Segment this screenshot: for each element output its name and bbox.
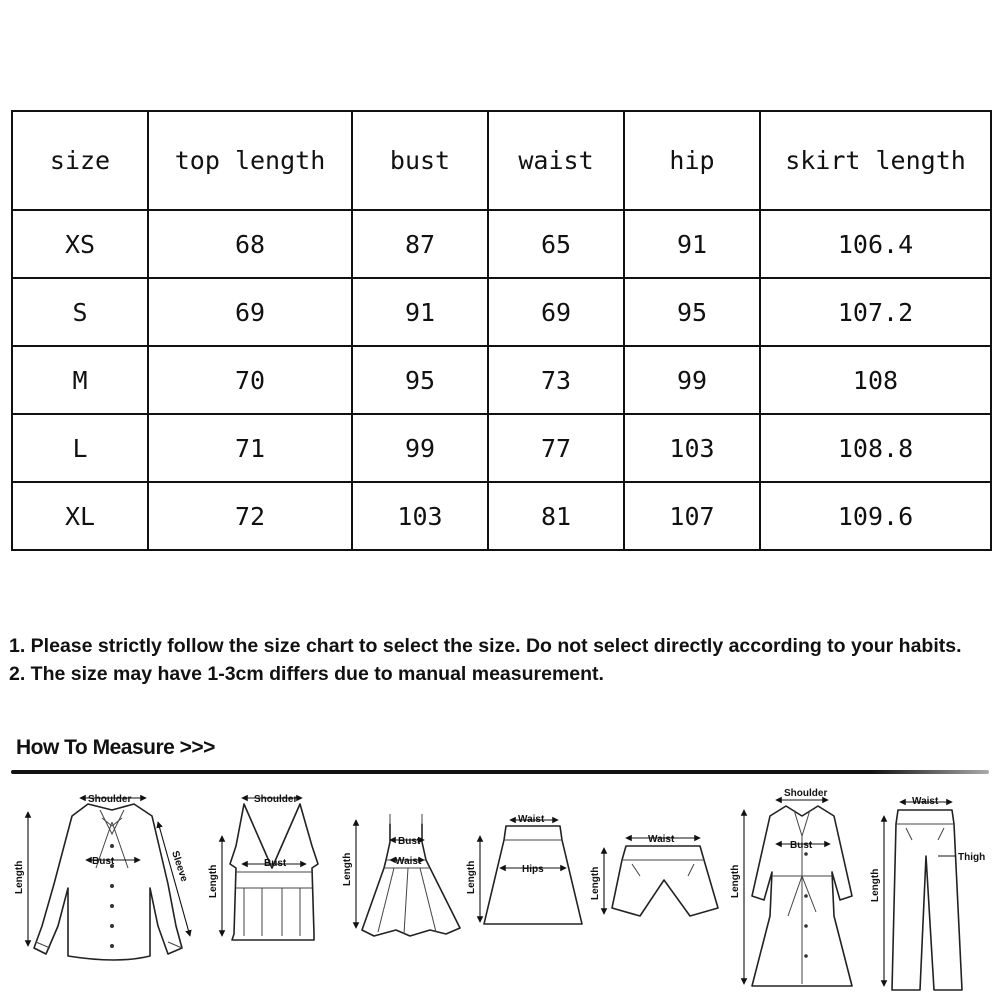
label-sleeve-1: Sleeve xyxy=(169,849,190,884)
label-length-3: Length xyxy=(342,852,353,886)
table-row xyxy=(12,414,991,482)
cell-bust: 95 xyxy=(352,346,488,414)
label-waist-5: Waist xyxy=(648,834,675,845)
skirt-illustration xyxy=(466,814,582,924)
cell-waist: 65 xyxy=(488,210,624,278)
dress-illustration xyxy=(342,814,460,936)
header-waist: waist xyxy=(488,111,624,210)
cell-hip: 99 xyxy=(624,346,760,414)
label-bust-3: Bust xyxy=(398,836,421,847)
table-header-row xyxy=(12,111,991,210)
size-notes xyxy=(9,632,994,688)
label-thigh-7: Thigh xyxy=(958,852,986,863)
cell-waist: 73 xyxy=(488,346,624,414)
tank-top-illustration xyxy=(208,794,318,940)
how-to-measure-heading: How To Measure >>> xyxy=(16,736,215,759)
label-length-6: Length xyxy=(730,864,741,898)
cell-skirt-length: 107.2 xyxy=(760,278,991,346)
label-shoulder-2: Shoulder xyxy=(254,794,298,805)
coat-illustration xyxy=(730,788,852,986)
cell-waist: 69 xyxy=(488,278,624,346)
label-shoulder-1: Shoulder xyxy=(88,794,132,805)
cell-top-length: 70 xyxy=(148,346,352,414)
cell-waist: 81 xyxy=(488,482,624,550)
header-size: size xyxy=(12,111,148,210)
cell-skirt-length: 108 xyxy=(760,346,991,414)
label-shoulder-6: Shoulder xyxy=(784,788,828,799)
cell-size: XS xyxy=(12,210,148,278)
cell-hip: 107 xyxy=(624,482,760,550)
label-length-5: Length xyxy=(590,866,601,900)
cell-hip: 95 xyxy=(624,278,760,346)
cell-hip: 91 xyxy=(624,210,760,278)
cell-skirt-length: 108.8 xyxy=(760,414,991,482)
header-bust: bust xyxy=(352,111,488,210)
label-length-7: Length xyxy=(870,868,881,902)
note-1: 1. Please strictly follow the size chart to select the size. Do not select directly according to your habits. xyxy=(9,635,962,657)
label-waist-7: Waist xyxy=(912,796,939,807)
cell-waist: 77 xyxy=(488,414,624,482)
label-hips-4: Hips xyxy=(522,864,544,875)
label-bust-6: Bust xyxy=(790,840,813,851)
label-bust-2: Bust xyxy=(264,858,287,869)
heading-divider xyxy=(11,770,989,774)
note-2: 2. The size may have 1-3cm differs due to manual measurement. xyxy=(9,663,604,685)
trousers-illustration xyxy=(870,796,985,990)
measurement-illustrations xyxy=(0,776,1000,1000)
cell-size: M xyxy=(12,346,148,414)
cell-size: XL xyxy=(12,482,148,550)
table-row xyxy=(12,278,991,346)
label-waist-4: Waist xyxy=(518,814,545,825)
blouse-illustration xyxy=(14,794,190,960)
label-bust-1: Bust xyxy=(92,856,115,867)
cell-top-length: 68 xyxy=(148,210,352,278)
header-hip: hip xyxy=(624,111,760,210)
cell-bust: 99 xyxy=(352,414,488,482)
label-length-2: Length xyxy=(208,864,219,898)
cell-hip: 103 xyxy=(624,414,760,482)
label-length-1: Length xyxy=(14,860,25,894)
cell-top-length: 71 xyxy=(148,414,352,482)
cell-skirt-length: 106.4 xyxy=(760,210,991,278)
shorts-illustration xyxy=(590,834,718,916)
cell-size: L xyxy=(12,414,148,482)
cell-size: S xyxy=(12,278,148,346)
label-waist-3: Waist xyxy=(395,856,422,867)
cell-bust: 91 xyxy=(352,278,488,346)
table-row xyxy=(12,482,991,550)
size-chart-table xyxy=(11,110,992,551)
table-row xyxy=(12,346,991,414)
cell-bust: 103 xyxy=(352,482,488,550)
table-row xyxy=(12,210,991,278)
cell-top-length: 72 xyxy=(148,482,352,550)
header-top-length: top length xyxy=(148,111,352,210)
label-length-4: Length xyxy=(466,860,477,894)
cell-skirt-length: 109.6 xyxy=(760,482,991,550)
header-skirt-length: skirt length xyxy=(760,111,991,210)
cell-bust: 87 xyxy=(352,210,488,278)
cell-top-length: 69 xyxy=(148,278,352,346)
